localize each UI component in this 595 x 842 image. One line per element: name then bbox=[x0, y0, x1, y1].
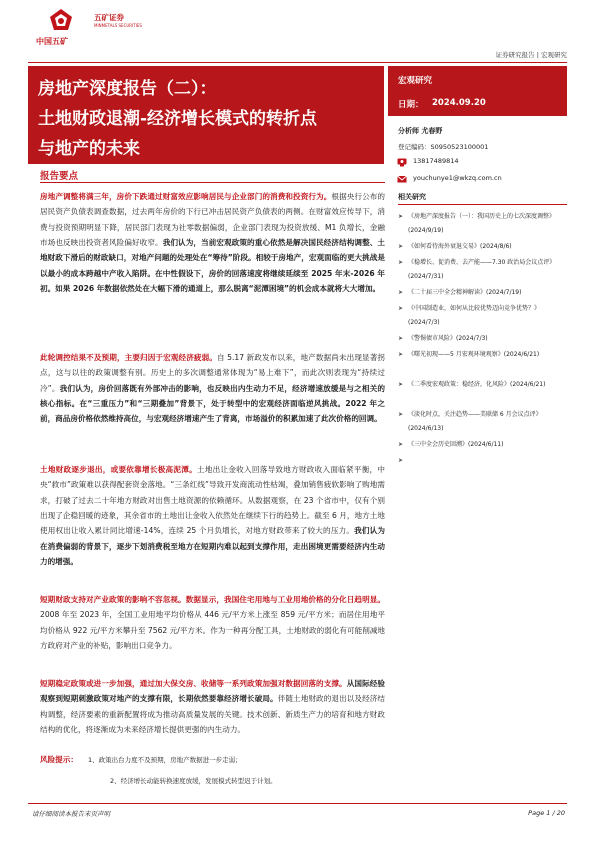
page-number: Page 1 / 20 bbox=[528, 809, 565, 817]
meta-category: 宏观研究 bbox=[398, 76, 433, 86]
p5-body: 伴随土地财政的退出以及经济结构调整，经济要素的重新配置将成为推动高质量发展的关键。技术创新、新质生产力的培育和地方财政结构的优化，将逐渐成为未来经济增长提供更强的内生动力。 bbox=[40, 694, 385, 735]
paragraph-2 bbox=[40, 350, 385, 427]
risk-item-1: 1、政策出台力度不及预期，房地产数据进一步走弱； bbox=[88, 756, 242, 764]
brand-sub-en: MINMETALS SECURITIES bbox=[94, 23, 142, 28]
related-item[interactable] bbox=[398, 408, 570, 436]
related-item-text[interactable]: 《三中全会历史回溯》(2024/6/11) bbox=[408, 441, 504, 448]
footer-disclaimer[interactable]: 请仔细阅读本报告末页声明 bbox=[32, 810, 110, 818]
brand-sub: 五矿证券 bbox=[94, 13, 124, 22]
paragraph-1 bbox=[40, 189, 385, 296]
paragraph-5 bbox=[40, 676, 385, 737]
title-line-3: 与地产的未来 bbox=[38, 139, 140, 159]
analyst-registration: 登记编码：S0950523100001 bbox=[398, 143, 489, 151]
key-points-title: 报告要点 bbox=[40, 171, 79, 182]
related-item-text[interactable]: 《二季度宏观政策：稳经济，化风险》(2024/6/21) bbox=[408, 381, 546, 388]
bullet-arrow-icon: ➤ bbox=[398, 457, 404, 464]
related-item[interactable] bbox=[398, 348, 570, 362]
header-divider bbox=[28, 62, 567, 63]
phone-icon bbox=[397, 157, 407, 167]
related-item-text[interactable]: 《如何看待海外衰退交易》(2024/8/6) bbox=[408, 243, 512, 250]
related-item[interactable] bbox=[398, 332, 570, 346]
title-banner bbox=[28, 66, 384, 164]
p3-conclusion: 我们认为在消费偏弱的背景下，逐步下划消费税至地方在短期内难以起到支撑作用，走出困境更需要经济内生动力的增强。 bbox=[40, 526, 386, 567]
bullet-arrow-icon: ➤ bbox=[398, 381, 404, 388]
title-line-1: 房地产深度报告（二）： bbox=[38, 79, 217, 99]
email-address[interactable]: youchunye1@wkzq.com.cn bbox=[413, 174, 502, 182]
related-item-text[interactable]: 《中国制造业，如何从比较优势迈向竞争优势？》(2024/7/3) bbox=[408, 305, 541, 326]
phone-number: 13817489814 bbox=[413, 157, 459, 165]
related-item-text[interactable]: 《淡化时点，关注趋势——美联储 6 月会议点评》(2024/6/13) bbox=[408, 411, 542, 432]
related-item[interactable] bbox=[398, 256, 570, 284]
bullet-arrow-icon: ➤ bbox=[398, 351, 404, 358]
risk-item-2: 2、经济增长动能转换速度放缓，发展模式转型迟于计划。 bbox=[110, 777, 277, 785]
footer-divider bbox=[28, 803, 567, 804]
bullet-arrow-icon: ➤ bbox=[398, 335, 404, 342]
related-item[interactable] bbox=[398, 302, 570, 330]
brand-company: 中国五矿 bbox=[36, 37, 68, 46]
bullet-arrow-icon: ➤ bbox=[398, 259, 404, 266]
bullet-arrow-icon: ➤ bbox=[398, 441, 404, 448]
related-item-text[interactable]: 《房地产深度报告（一）：我国历史上的七次深度调整》(2024/9/19) bbox=[408, 213, 556, 234]
email-icon bbox=[397, 174, 407, 184]
brand-logo bbox=[28, 6, 168, 50]
meta-date-label: 日期： bbox=[398, 100, 424, 110]
title-line-2: 土地财政退潮-经济增长模式的转折点 bbox=[38, 109, 318, 129]
bullet-arrow-icon: ➤ bbox=[398, 411, 404, 418]
related-item[interactable] bbox=[398, 438, 570, 452]
p5-lead: 短期稳定政策或进一步加强，通过加大保交房、收储等一系列政策加强对数据回落的支撑。 bbox=[40, 679, 347, 688]
paragraph-4 bbox=[40, 592, 385, 653]
related-title: 相关研究 bbox=[398, 193, 426, 201]
related-item[interactable] bbox=[398, 378, 570, 392]
analyst-name: 分析师 尤春野 bbox=[398, 127, 443, 135]
related-item-text[interactable]: 《曙光初现——5 月宏观环境观察》(2024/6/21) bbox=[408, 351, 540, 358]
bullet-arrow-icon: ➤ bbox=[398, 289, 404, 296]
related-item-text[interactable]: 《二十届三中全会精神解读》(2024/7/19) bbox=[408, 289, 522, 296]
p1-conclusion: 我们认为，当前宏观政策的重心依然是解决国民经济结构调整、土地财政下滑后的财政缺口，对地产问题的处理处在“筹待”阶段。相较于房地产，宏观面临的更大挑战是以最小的成本跨越中产收入陷阱。在中性假设下，房价的回落速度将继续延续至 2025 年末-2026 年初。如果 2026 年数据依然处在大幅下滑的通道上，那么脱离“泥潭困境”的机会成本就将大大增加。 bbox=[40, 238, 386, 294]
related-item-text[interactable]: 《稳增长、促消费、去产能——7.30 政治局会议点评》(2024/7/31) bbox=[408, 259, 556, 280]
p1-lead: 房地产调整将满三年，房价下跌通过财富效应影响居民与企业部门的消费和投资行为。 bbox=[40, 192, 332, 201]
p5-emphasis: 从国际经验观察到短期刺激政策对地产的支撑有限，长期依然要靠经济增长破局。 bbox=[40, 679, 386, 704]
related-item[interactable] bbox=[398, 210, 570, 238]
p1-body: 根据央行公布的居民资产负债表调查数据，过去两年房价的下行已冲击居民资产负债表的两侧。在财富效应传导下，消费与投资预期明显下降，居民部门表现为社零数据偏弱，企业部门表现为投资放缓、M1 负增长，金融市场也反映出投资者风险偏好收窄。 bbox=[40, 192, 386, 248]
p3-lead: 土地财政逐步退出，或要依靠增长极高泥潭。 bbox=[40, 465, 197, 474]
p2-lead: 此轮调控结果不及预期，主要归因于宏观经济疲弱。 bbox=[40, 353, 217, 362]
p2-conclusion: 我们认为，房价回落既有外部冲击的影响，也反映出内生动力不足，经济增速放缓是与之相关的核心指标。在“三重压力”和“三期叠加”背景下，处于转型中的宏观经济面临逆风挑战。2022 年之前，商品房价格依然维持高位，与宏观经济增速产生了背离，市场溢价的积累加速了此次价格的回调。 bbox=[40, 383, 386, 424]
meta-date: 2024.09.20 bbox=[432, 98, 486, 108]
p2-body: 自 5.17 新政发布以来，地产数据尚未出现显著拐点，这与以往的政策调整有别。历史上的多次调整通常体现为“易上难下”，而此次则表现为“持续过冷”。 bbox=[40, 353, 385, 393]
bullet-arrow-icon: ➤ bbox=[398, 213, 404, 220]
p4-lead: 短期财政支持对产业政策的影响不容忽视。数据显示，我国住宅用地与工业用地价格的分化日趋明显。 bbox=[40, 595, 385, 604]
related-item[interactable] bbox=[398, 286, 570, 300]
meta-banner bbox=[388, 66, 567, 116]
bullet-arrow-icon: ➤ bbox=[398, 243, 404, 250]
bullet-arrow-icon: ➤ bbox=[398, 305, 404, 312]
paragraph-3 bbox=[40, 462, 385, 569]
minmetals-logo-icon bbox=[48, 8, 74, 32]
key-points-divider bbox=[40, 182, 385, 183]
report-type: 证券研究报告 | 宏观研究 bbox=[495, 51, 567, 59]
related-divider bbox=[398, 204, 567, 205]
p4-body: 2008 年至 2023 年，全国工业用地平均价格从 446 元/平方米上涨至 859 元/平方米；而居住用地平均价格从 922 元/平方米攀升至 7562 元/平方米。作为一种再分配工具，土地财政的弱化有可能削减地方政府对产业的补贴，影响出口竞争力。 bbox=[40, 610, 385, 651]
related-item-text[interactable]: 《警惕债市风险》(2024/7/3) bbox=[408, 335, 488, 342]
related-item[interactable] bbox=[398, 240, 570, 254]
risk-label: 风险提示： bbox=[40, 755, 78, 764]
p3-body: 土地出让金收入回落导致地方财政收入面临紧平衡，中央“救市”政策难以获得配套资金落地。“三条红线”导致开发商流动性枯竭，叠加销售疲软影响了购地需求，打破了过去二十年地方财政对出售土地资源的依赖循环。从数据观察，在 23 个省市中，仅有个别出现了企稳回暖的迹象，其余省市的土地出让金收入依然处在继续下行的趋势上。截至 6 月，地方土地使用权出让收入累计同比增速-14%，连续 25 个月负增长，对地方财政带来了较大的压力。 bbox=[40, 465, 386, 536]
